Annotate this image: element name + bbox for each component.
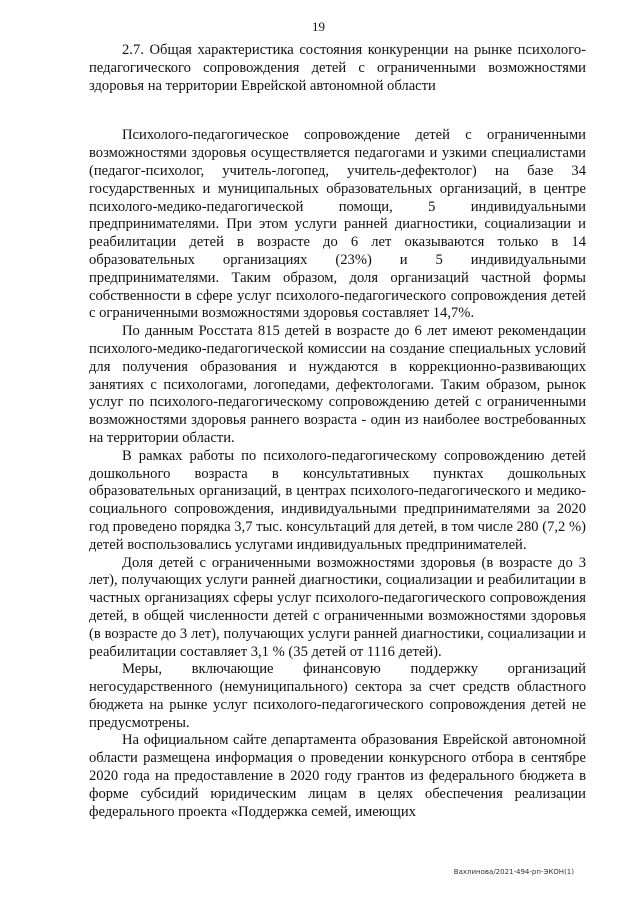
paragraph-6: На официальном сайте департамента образования Еврейской автономной области размещена информация о проведении конкурсного отбора в сентябре 2020 года на предоставление в 2020 году грантов из федерального бюджета в форме субсидий юридическим лицам в целях обеспечения реализации федерального проекта «Поддержка семей, имеющих <box>89 732 586 820</box>
section-title: 2.7. Общая характеристика состояния конкуренции на рынке психолого-педагогического сопровождения детей с ограниченными возможностями здоровья на территории Еврейской автономной области <box>89 42 586 94</box>
paragraph-3: В рамках работы по психолого-педагогическому сопровождению детей дошкольного возраста в консультативных пунктах дошкольных образовательных организаций, в центрах психолого-педагогического и медико-социального сопровождения, индивидуальными предпринимателями за 2020 год проведено порядка 3,7 тыс. консультаций для детей, в том числе 280 (7,2 %) детей воспользовались услугами индивидуальных предпринимателей. <box>89 447 586 553</box>
footer-document-reference: Вахлинова/2021-494-рп-ЭКОН(1) <box>453 868 574 876</box>
document-body <box>89 42 586 821</box>
page-number: 19 <box>312 19 325 34</box>
paragraph-5: Меры, включающие финансовую поддержку организаций негосударственного (немуниципального) сектора за счет средств областного бюджета на рынке услуг психолого-педагогического сопровождения детей не предусмотрены. <box>89 661 586 731</box>
paragraph-2: По данным Росстата 815 детей в возрасте до 6 лет имеют рекомендации психолого-медико-педагогической комиссии на создание специальных условий для получения образования и нуждаются в коррекционно-развивающих занятиях с психологами, логопедами, дефектологами. Таким образом, рынок услуг по психолого-педагогическому сопровождению детей с ограниченными возможностями здоровья раннего возраста - один из наиболее востребованных на территории области. <box>89 323 586 446</box>
paragraph-4: Доля детей с ограниченными возможностями здоровья (в возрасте до 3 лет), получающих услуги ранней диагностики, социализации и реабилитации в частных организациях сферы услуг психолого-педагогического сопровождения детей, в общей численности детей с ограниченными возможностями здоровья (в возрасте до 3 лет), получающих услуги ранней диагностики, социализации и реабилитации составляет 3,1 % (35 детей от 1116 детей). <box>89 554 586 660</box>
paragraph-1: Психолого-педагогическое сопровождение детей с ограниченными возможностями здоровья осуществляется педагогами и узкими специалистами (педагог-психолог, учитель-логопед, учитель-дефектолог) на базе 34 государственных и муниципальных образовательных организаций, в центре психолого-медико-педагогической помощи, 5 индивидуальными предпринимателями. При этом услуги ранней диагностики, социализации и реабилитации детей в возрасте до 6 лет оказываются только в 14 образовательных организациях (23%) и 5 индивидуальными предпринимателями. Таким образом, доля организаций частной формы собственности в сфере услуг психолого-педагогического сопровождения детей с ограниченными возможностями здоровья составляет 14,7%. <box>89 127 586 322</box>
